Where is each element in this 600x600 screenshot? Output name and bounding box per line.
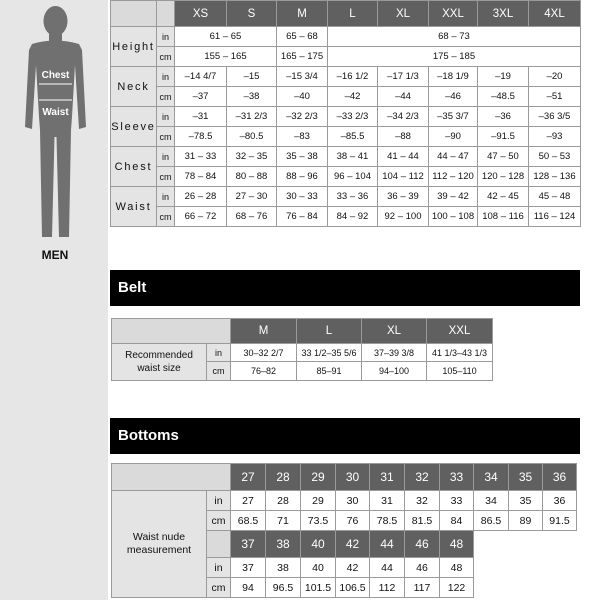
waist-row-label: Waist: [111, 187, 157, 227]
table-cell: 116 – 124: [529, 207, 581, 227]
table-cell: –34 2/3: [378, 107, 429, 127]
table-cell: 66 – 72: [175, 207, 227, 227]
table-cell: 91.5: [543, 511, 577, 531]
table-cell: –80.5: [227, 127, 277, 147]
unit-label: cm: [157, 87, 175, 107]
table-cell: 112: [370, 578, 405, 598]
table-row: [111, 87, 581, 107]
size-header: L: [328, 1, 378, 27]
table-cell: –15: [227, 67, 277, 87]
table-row: [111, 187, 581, 207]
table-row: [112, 344, 493, 362]
table-cell: –36 3/5: [529, 107, 581, 127]
empty-area: [474, 558, 577, 578]
table-cell: 42 – 45: [478, 187, 529, 207]
size-header: 32: [405, 464, 440, 491]
table-cell: 61 – 65: [175, 27, 277, 47]
chest-row-label: Chest: [111, 147, 157, 187]
size-header: 36: [543, 464, 577, 491]
table-cell: 86.5: [474, 511, 509, 531]
size-header: 42: [336, 531, 370, 558]
table-cell: 28: [266, 491, 301, 511]
table-cell: 128 – 136: [529, 167, 581, 187]
table-cell: 37–39 3/8: [362, 344, 427, 362]
table-cell: 84: [440, 511, 474, 531]
unit-label: cm: [207, 578, 231, 598]
size-header: 35: [509, 464, 543, 491]
table-cell: 155 – 165: [175, 47, 277, 67]
table-cell: 68 – 73: [328, 27, 581, 47]
table-cell: –46: [429, 87, 478, 107]
size-header: XXL: [429, 1, 478, 27]
unit-label: cm: [157, 167, 175, 187]
table-row: [111, 207, 581, 227]
table-cell: 94–100: [362, 362, 427, 381]
table-cell: 76: [336, 511, 370, 531]
table-cell: –91.5: [478, 127, 529, 147]
table-cell: 38: [266, 558, 301, 578]
bottoms-section-header: Bottoms: [110, 418, 580, 454]
table-cell: –85.5: [328, 127, 378, 147]
table-cell: 92 – 100: [378, 207, 429, 227]
table-cell: 89: [509, 511, 543, 531]
table-cell: 39 – 42: [429, 187, 478, 207]
table-cell: 96.5: [266, 578, 301, 598]
table-cell: –88: [378, 127, 429, 147]
table-cell: 76–82: [231, 362, 297, 381]
table-cell: 73.5: [301, 511, 336, 531]
table-cell: –51: [529, 87, 581, 107]
table-cell: –18 1/9: [429, 67, 478, 87]
unit-label: in: [157, 147, 175, 167]
table-row: [111, 107, 581, 127]
table-cell: –32 2/3: [277, 107, 328, 127]
table-cell: –38: [227, 87, 277, 107]
unit-label: in: [207, 558, 231, 578]
table-cell: 165 – 175: [277, 47, 328, 67]
table-cell: 31: [370, 491, 405, 511]
table-cell: 40: [301, 558, 336, 578]
chest-label: Chest: [41, 70, 70, 81]
table-cell: –16 1/2: [328, 67, 378, 87]
waist-nude-label: Waist nude measurement: [112, 491, 207, 598]
sleeve-row-label: Sleeve: [111, 107, 157, 147]
table-cell: 81.5: [405, 511, 440, 531]
table-row: [111, 127, 581, 147]
unit-label: in: [157, 187, 175, 207]
table-row: [111, 27, 581, 47]
unit-label: cm: [157, 207, 175, 227]
table-cell: 33: [440, 491, 474, 511]
unit-label: cm: [207, 511, 231, 531]
table-cell: –31 2/3: [227, 107, 277, 127]
corner-cell: [111, 1, 157, 27]
unit-label: in: [157, 27, 175, 47]
table-cell: –90: [429, 127, 478, 147]
table-cell: 26 – 28: [175, 187, 227, 207]
table-cell: 104 – 112: [378, 167, 429, 187]
table-cell: –44: [378, 87, 429, 107]
belt-size-table: [111, 318, 493, 381]
size-header: 4XL: [529, 1, 581, 27]
unit-label: in: [207, 344, 231, 362]
belt-section-header: Belt: [110, 270, 580, 306]
empty-area: [474, 531, 577, 558]
table-cell: –19: [478, 67, 529, 87]
table-cell: 36: [543, 491, 577, 511]
unit-label: in: [157, 107, 175, 127]
neck-row-label: Neck: [111, 67, 157, 107]
men-label: MEN: [41, 248, 69, 262]
table-cell: 80 – 88: [227, 167, 277, 187]
table-cell: 117: [405, 578, 440, 598]
table-row: [112, 491, 577, 511]
table-cell: 84 – 92: [328, 207, 378, 227]
table-cell: 31 – 33: [175, 147, 227, 167]
table-cell: 36 – 39: [378, 187, 429, 207]
table-cell: 48: [440, 558, 474, 578]
table-cell: 120 – 128: [478, 167, 529, 187]
height-row-label: Height: [111, 27, 157, 67]
table-cell: 100 – 108: [429, 207, 478, 227]
table-cell: 68 – 76: [227, 207, 277, 227]
size-header: 38: [266, 531, 301, 558]
table-cell: 71: [266, 511, 301, 531]
table-cell: –15 3/4: [277, 67, 328, 87]
table-cell: 37: [231, 558, 266, 578]
table-cell: 33 1/2–35 5/6: [297, 344, 362, 362]
size-header: 46: [405, 531, 440, 558]
corner-cell: [157, 1, 175, 27]
size-header: 29: [301, 464, 336, 491]
table-cell: 41 1/3–43 1/3: [427, 344, 493, 362]
table-cell: 122: [440, 578, 474, 598]
size-header: 44: [370, 531, 405, 558]
size-header: 37: [231, 531, 266, 558]
table-cell: 42: [336, 558, 370, 578]
table-cell: –14 4/7: [175, 67, 227, 87]
table-cell: –36: [478, 107, 529, 127]
table-cell: 175 – 185: [328, 47, 581, 67]
unit-label: in: [207, 491, 231, 511]
table-cell: 105–110: [427, 362, 493, 381]
waist-label: Waist: [42, 107, 69, 118]
table-cell: –78.5: [175, 127, 227, 147]
size-header: XL: [378, 1, 429, 27]
size-header: 48: [440, 531, 474, 558]
table-cell: 88 – 96: [277, 167, 328, 187]
table-row: [111, 47, 581, 67]
body-silhouette-icon: [18, 2, 93, 242]
table-cell: 68.5: [231, 511, 266, 531]
table-cell: –83: [277, 127, 328, 147]
table-cell: 34: [474, 491, 509, 511]
size-header: XS: [175, 1, 227, 27]
table-cell: 35: [509, 491, 543, 511]
table-cell: 45 – 48: [529, 187, 581, 207]
corner-cell: [112, 464, 231, 491]
table-row: [111, 167, 581, 187]
table-row: [111, 147, 581, 167]
size-header: 31: [370, 464, 405, 491]
size-header: XL: [362, 319, 427, 344]
table-cell: 78.5: [370, 511, 405, 531]
table-cell: 78 – 84: [175, 167, 227, 187]
table-cell: 46: [405, 558, 440, 578]
table-cell: –33 2/3: [328, 107, 378, 127]
table-cell: 29: [301, 491, 336, 511]
size-header: 3XL: [478, 1, 529, 27]
spacer-cell: [207, 531, 231, 558]
table-cell: 65 – 68: [277, 27, 328, 47]
table-cell: 44 – 47: [429, 147, 478, 167]
table-cell: –31: [175, 107, 227, 127]
unit-label: cm: [157, 47, 175, 67]
table-cell: –40: [277, 87, 328, 107]
table-cell: 27: [231, 491, 266, 511]
table-cell: –37: [175, 87, 227, 107]
size-header: 27: [231, 464, 266, 491]
size-header: 28: [266, 464, 301, 491]
table-cell: 85–91: [297, 362, 362, 381]
table-cell: –48.5: [478, 87, 529, 107]
table-cell: 76 – 84: [277, 207, 328, 227]
table-cell: 50 – 53: [529, 147, 581, 167]
size-header: M: [277, 1, 328, 27]
table-cell: 32: [405, 491, 440, 511]
size-header: 33: [440, 464, 474, 491]
table-cell: –20: [529, 67, 581, 87]
table-cell: 30: [336, 491, 370, 511]
table-cell: 30 – 33: [277, 187, 328, 207]
bottoms-size-table: [111, 463, 577, 598]
unit-label: in: [157, 67, 175, 87]
tops-size-table: [110, 0, 581, 227]
unit-label: cm: [157, 127, 175, 147]
table-cell: 33 – 36: [328, 187, 378, 207]
recommended-waist-label: Recommended waist size: [112, 344, 207, 381]
table-cell: –42: [328, 87, 378, 107]
empty-area: [474, 578, 577, 598]
size-header: M: [231, 319, 297, 344]
size-header: L: [297, 319, 362, 344]
table-cell: 32 – 35: [227, 147, 277, 167]
table-cell: 38 – 41: [328, 147, 378, 167]
table-cell: 96 – 104: [328, 167, 378, 187]
size-header: S: [227, 1, 277, 27]
size-header: 34: [474, 464, 509, 491]
table-cell: 94: [231, 578, 266, 598]
table-cell: 41 – 44: [378, 147, 429, 167]
table-cell: 30–32 2/7: [231, 344, 297, 362]
table-cell: 106.5: [336, 578, 370, 598]
size-header: XXL: [427, 319, 493, 344]
table-cell: –93: [529, 127, 581, 147]
table-cell: 108 – 116: [478, 207, 529, 227]
table-cell: 27 – 30: [227, 187, 277, 207]
unit-label: cm: [207, 362, 231, 381]
table-row: [111, 67, 581, 87]
size-header: 40: [301, 531, 336, 558]
size-header: 30: [336, 464, 370, 491]
table-cell: –35 3/7: [429, 107, 478, 127]
table-cell: 112 – 120: [429, 167, 478, 187]
table-cell: –17 1/3: [378, 67, 429, 87]
table-cell: 35 – 38: [277, 147, 328, 167]
corner-cell: [112, 319, 231, 344]
table-cell: 47 – 50: [478, 147, 529, 167]
table-cell: 101.5: [301, 578, 336, 598]
table-cell: 44: [370, 558, 405, 578]
